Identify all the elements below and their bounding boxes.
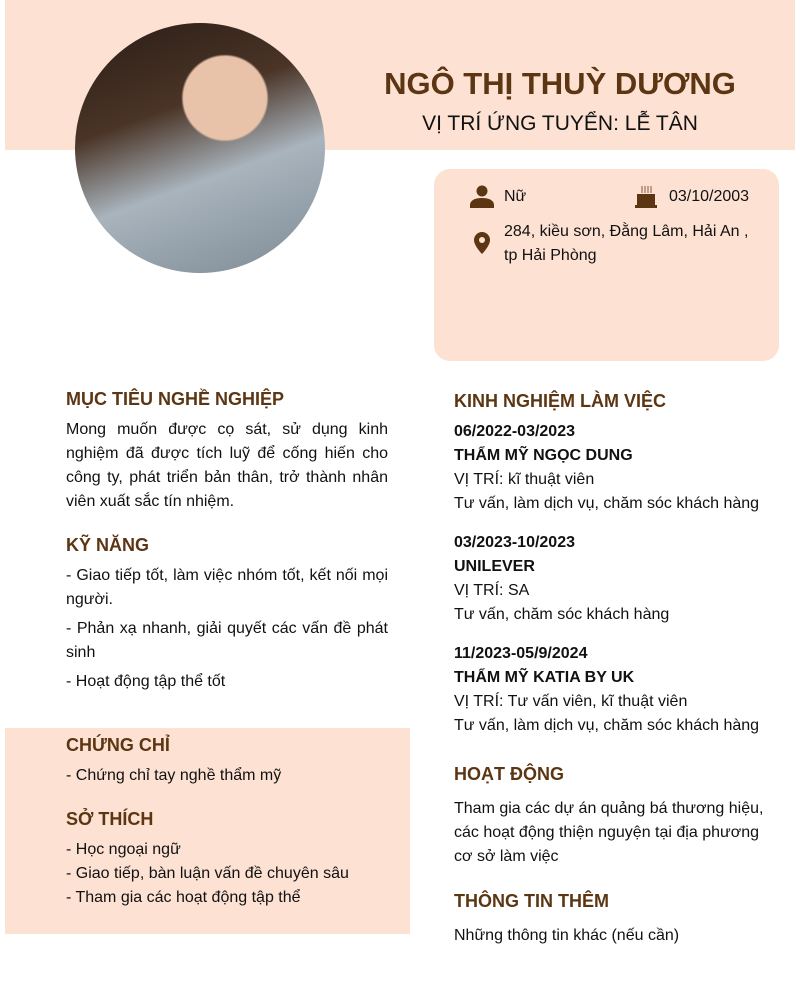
experience-period: 03/2023-10/2023 — [454, 534, 575, 551]
experience-period: 06/2022-03/2023 — [454, 423, 575, 440]
skill-item: - Hoạt động tập thể tốt — [66, 673, 226, 690]
objective-section — [66, 389, 388, 514]
extra-info-text: Những thông tin khác (nếu cần) — [454, 927, 680, 944]
hobby-item: - Giao tiếp, bàn luận vấn đề chuyên sâu — [66, 865, 349, 882]
objective-text: Mong muốn được cọ sát, sử dụng kinh nghiệm đã được tích luỹ để cống hiến cho công ty, phát triển bản thân, trở thành nhân viên xuất sắc tín nhiệm. — [66, 421, 388, 510]
experience-company: THẨM MỸ NGỌC DUNG — [454, 447, 633, 464]
birthday-cake-icon — [634, 184, 658, 208]
personal-info-card — [434, 169, 779, 361]
experience-company: THẨM MỸ KATIA BY UK — [454, 669, 635, 686]
certificates-section — [66, 735, 388, 788]
extra-info-section — [454, 891, 784, 948]
activities-title: HOẠT ĐỘNG — [454, 764, 564, 784]
applied-position: VỊ TRÍ ỨNG TUYỂN: LỄ TÂN — [422, 112, 698, 135]
experience-item — [454, 642, 784, 738]
experience-item — [454, 420, 784, 516]
experience-role: VỊ TRÍ: Tư vấn viên, kĩ thuật viên — [454, 693, 688, 710]
extra-info-title: THÔNG TIN THÊM — [454, 891, 609, 911]
experience-title: KINH NGHIỆM LÀM VIỆC — [454, 391, 667, 411]
experience-period: 11/2023-05/9/2024 — [454, 645, 588, 662]
date-of-birth: 03/10/2003 — [669, 188, 750, 205]
skills-title: KỸ NĂNG — [66, 535, 150, 555]
experience-role: VỊ TRÍ: SA — [454, 582, 530, 599]
experience-company: UNILEVER — [454, 558, 535, 575]
person-icon — [470, 184, 494, 208]
activities-text: Tham gia các dự án quảng bá thương hiệu, các hoạt động thiện nguyện tại địa phương cơ sở làm việc — [454, 800, 764, 865]
hobbies-title: SỞ THÍCH — [66, 809, 154, 829]
skill-item: - Phản xạ nhanh, giải quyết các vấn đề phát sinh — [66, 620, 388, 661]
experience-section — [454, 391, 784, 738]
address: 284, kiều sơn, Đằng Lâm, Hải An , tp Hải Phòng — [504, 223, 749, 264]
experience-desc: Tư vấn, làm dịch vụ, chăm sóc khách hàng — [454, 717, 760, 734]
experience-desc: Tư vấn, chăm sóc khách hàng — [454, 606, 670, 623]
certificate-item: - Chứng chỉ tay nghề thẩm mỹ — [66, 767, 282, 784]
skills-section — [66, 535, 388, 694]
activities-section — [454, 764, 784, 869]
hobby-item: - Tham gia các hoạt động tập thể — [66, 889, 301, 906]
objective-title: MỤC TIÊU NGHỀ NGHIỆP — [66, 389, 285, 409]
skill-item: - Giao tiếp tốt, làm việc nhóm tốt, kết nối mọi người. — [66, 567, 388, 608]
experience-desc: Tư vấn, làm dịch vụ, chăm sóc khách hàng — [454, 495, 760, 512]
location-pin-icon — [470, 231, 494, 255]
profile-photo — [75, 23, 325, 273]
certificates-title: CHỨNG CHỈ — [66, 735, 170, 755]
hobbies-section — [66, 809, 388, 910]
experience-item — [454, 531, 784, 627]
candidate-name: NGÔ THỊ THUỲ DƯƠNG — [384, 66, 736, 101]
hobby-item: - Học ngoại ngữ — [66, 841, 181, 858]
gender: Nữ — [504, 188, 527, 205]
experience-role: VỊ TRÍ: kĩ thuật viên — [454, 471, 595, 488]
